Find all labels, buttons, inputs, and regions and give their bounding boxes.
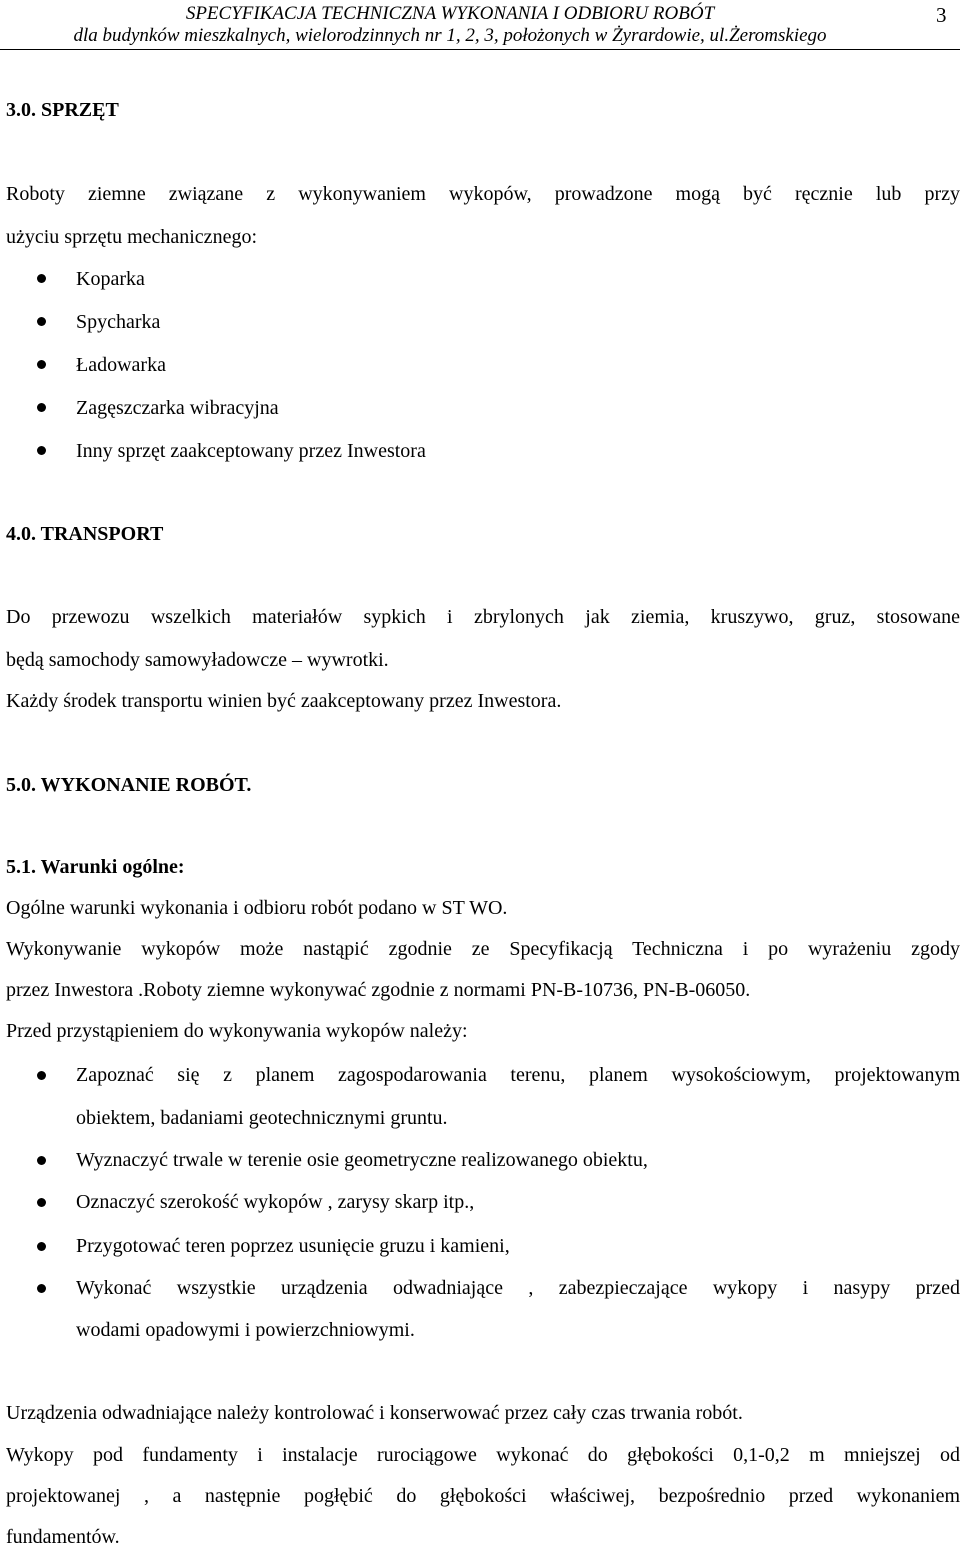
- paragraph-line: Każdy środek transportu winien być zaakceptowany przez Inwestora.: [6, 690, 562, 712]
- list-item: Wyznaczyć trwale w terenie osie geometryczne realizowanego obiektu,: [76, 1149, 648, 1171]
- list-item: Zagęszczarka wibracyjna: [76, 397, 279, 419]
- header-subtitle: dla budynków mieszkalnych, wielorodzinnych nr 1, 2, 3, położonych w Żyrardowie, ul.Żeromskiego: [73, 25, 827, 46]
- paragraph-line: Ogólne warunki wykonania i odbioru robót podano w ST WO.: [6, 897, 508, 919]
- list-item: Inny sprzęt zaakceptowany przez Inwestora: [76, 440, 426, 462]
- paragraph-line: Roboty ziemne związane z wykonywaniem wykopów, prowadzone mogą być ręcznie lub przy: [6, 183, 960, 205]
- paragraph-line: Wykopy pod fundamenty i instalacje rurociągowe wykonać do głębokości 0,1-0,2 m mniejszej od: [6, 1444, 960, 1466]
- list-item: Spycharka: [76, 311, 161, 333]
- list-item: Zapoznać się z planem zagospodarowania terenu, planem wysokościowym, projektowanym: [76, 1064, 960, 1086]
- subsection-heading: 5.1. Warunki ogólne:: [6, 856, 185, 878]
- list-item: Koparka: [76, 268, 145, 290]
- bullet-icon: [37, 1242, 46, 1251]
- paragraph-line: Wykonywanie wykopów może nastąpić zgodnie ze Specyfikacją Techniczna i po wyrażeniu zgody: [6, 938, 960, 960]
- bullet-icon: [37, 274, 46, 283]
- paragraph-line: będą samochody samowyładowcze – wywrotki.: [6, 649, 389, 671]
- list-item: Wykonać wszystkie urządzenia odwadniające , zabezpieczające wykopy i nasypy przed: [76, 1277, 960, 1299]
- bullet-icon: [37, 446, 46, 455]
- list-item: Ładowarka: [76, 354, 166, 376]
- bullet-icon: [37, 1284, 46, 1293]
- section-heading-transport: 4.0. TRANSPORT: [6, 523, 164, 545]
- paragraph-line: Do przewozu wszelkich materiałów sypkich i zbrylonych jak ziemia, kruszywo, gruz, stosowane: [6, 606, 960, 628]
- paragraph-line: Urządzenia odwadniające należy kontrolować i konserwować przez cały czas trwania robót.: [6, 1402, 743, 1424]
- paragraph-line: fundamentów.: [6, 1526, 120, 1548]
- paragraph-line: użyciu sprzętu mechanicznego:: [6, 226, 257, 248]
- bullet-icon: [37, 403, 46, 412]
- bullet-icon: [37, 1198, 46, 1207]
- header-title: SPECYFIKACJA TECHNICZNA WYKONANIA I ODBIORU ROBÓT: [185, 3, 715, 24]
- page-number: 3: [936, 3, 947, 27]
- section-heading-wykonanie: 5.0. WYKONANIE ROBÓT.: [6, 774, 252, 796]
- list-item-continuation: wodami opadowymi i powierzchniowymi.: [76, 1319, 415, 1341]
- list-item: Przygotować teren poprzez usunięcie gruzu i kamieni,: [76, 1235, 510, 1257]
- list-item-continuation: obiektem, badaniami geotechnicznymi gruntu.: [76, 1107, 448, 1129]
- header-rule: [0, 49, 960, 50]
- list-item: Oznaczyć szerokość wykopów , zarysy skarp itp.,: [76, 1191, 475, 1213]
- bullet-icon: [37, 1156, 46, 1165]
- paragraph-line: przez Inwestora .Roboty ziemne wykonywać zgodnie z normami PN-B-10736, PN-B-06050.: [6, 979, 751, 1001]
- section-heading-sprzet: 3.0. SPRZĘT: [6, 99, 119, 121]
- bullet-icon: [37, 317, 46, 326]
- bullet-icon: [37, 360, 46, 369]
- paragraph-line: projektowanej , a następnie pogłębić do głębokości właściwej, bezpośrednio przed wykonaniem: [6, 1485, 960, 1507]
- bullet-icon: [37, 1071, 46, 1080]
- paragraph-line: Przed przystąpieniem do wykonywania wykopów należy:: [6, 1020, 468, 1042]
